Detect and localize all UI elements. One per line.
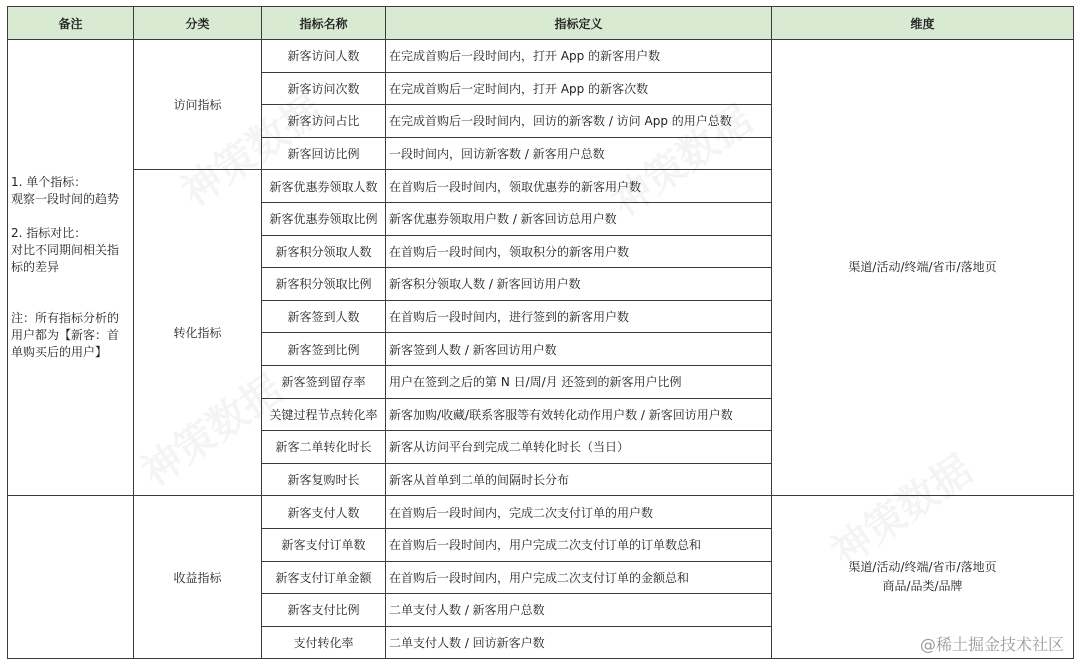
metric-definition: 用户在签到之后的第 N 日/周/月 还签到的新客用户比例 <box>386 365 772 398</box>
metric-name: 新客访问人数 <box>262 40 386 73</box>
metric-definition: 新客签到人数 / 新客回访用户数 <box>386 333 772 366</box>
metric-definition: 在首购后一段时间内，完成二次支付订单的用户数 <box>386 496 772 529</box>
note-line: 用户都为【新客：首 <box>11 328 120 343</box>
dimension-line: 渠道/活动/终端/省市/落地页 <box>848 260 997 275</box>
metric-definition: 新客从首单到二单的间隔时长分布 <box>386 463 772 496</box>
metric-definition: 二单支付人数 / 回访新客户数 <box>386 626 772 659</box>
metric-name: 新客回访比例 <box>262 137 386 170</box>
metric-definition: 新客加购/收藏/联系客服等有效转化动作用户数 / 新客回访用户数 <box>386 398 772 431</box>
notes-cell <box>8 40 134 496</box>
metric-name: 新客优惠券领取人数 <box>262 170 386 203</box>
notes-cell-empty <box>8 496 134 659</box>
metric-definition: 二单支付人数 / 新客用户总数 <box>386 594 772 627</box>
note-line: 2. 指标对比： <box>11 226 87 241</box>
metric-name: 新客二单转化时长 <box>262 431 386 464</box>
metric-name: 新客复购时长 <box>262 463 386 496</box>
note-line: 对比不同期间相关指 <box>11 243 120 258</box>
metric-definition: 在首购后一段时间内，用户完成二次支付订单的订单数总和 <box>386 528 772 561</box>
metric-definition: 新客从访问平台到完成二单转化时长（当日） <box>386 431 772 464</box>
metric-name: 新客支付比例 <box>262 594 386 627</box>
metric-definition: 在完成首购后一定时间内，打开 App 的新客次数 <box>386 72 772 105</box>
dimension-line: 渠道/活动/终端/省市/落地页 <box>848 560 997 575</box>
dimension-line: 商品/品类/品牌 <box>882 579 963 594</box>
header-metric-definition: 指标定义 <box>386 7 772 40</box>
metric-name: 新客签到比例 <box>262 333 386 366</box>
category-cell: 访问指标 <box>134 40 262 170</box>
header-metric-name: 指标名称 <box>262 7 386 40</box>
metric-name: 新客访问占比 <box>262 105 386 138</box>
metric-definition: 在首购后一段时间内，用户完成二次支付订单的金额总和 <box>386 561 772 594</box>
header-row <box>8 7 1074 40</box>
metric-definition: 新客积分领取人数 / 新客回访用户数 <box>386 268 772 301</box>
metric-definition: 在首购后一段时间内，领取优惠券的新客用户数 <box>386 170 772 203</box>
metric-definition: 新客优惠券领取用户数 / 新客回访总用户数 <box>386 202 772 235</box>
category-cell: 转化指标 <box>134 170 262 496</box>
metric-definition: 一段时间内，回访新客数 / 新客用户总数 <box>386 137 772 170</box>
category-cell: 收益指标 <box>134 496 262 659</box>
note-line: 注：所有指标分析的 <box>11 311 120 326</box>
metric-definition: 在首购后一段时间内，进行签到的新客用户数 <box>386 300 772 333</box>
metric-definition: 在完成首购后一段时间内，回访的新客数 / 访问 App 的用户总数 <box>386 105 772 138</box>
metric-name: 新客积分领取比例 <box>262 268 386 301</box>
metric-name: 新客签到人数 <box>262 300 386 333</box>
metric-name: 新客积分领取人数 <box>262 235 386 268</box>
metric-name: 新客签到留存率 <box>262 365 386 398</box>
metric-name: 新客支付人数 <box>262 496 386 529</box>
metric-name: 新客支付订单金额 <box>262 561 386 594</box>
table-row <box>8 496 1074 529</box>
metric-definition: 在完成首购后一段时间内，打开 App 的新客用户数 <box>386 40 772 73</box>
watermark-corner-text: @稀土掘金技术社区 <box>919 635 1064 654</box>
header-dimension: 维度 <box>772 7 1074 40</box>
header-category: 分类 <box>134 7 262 40</box>
note-line: 观察一段时间的趋势 <box>11 192 120 207</box>
note-line: 单购买后的用户】 <box>11 345 108 360</box>
metric-name: 支付转化率 <box>262 626 386 659</box>
metric-name: 新客支付订单数 <box>262 528 386 561</box>
metrics-table <box>7 6 1074 659</box>
metric-name: 新客优惠券领取比例 <box>262 202 386 235</box>
metric-definition: 在首购后一段时间内，领取积分的新客用户数 <box>386 235 772 268</box>
table-row <box>8 40 1074 73</box>
metric-name: 关键过程节点转化率 <box>262 398 386 431</box>
note-line: 1. 单个指标： <box>11 175 87 190</box>
header-note: 备注 <box>8 7 134 40</box>
note-line: 标的差异 <box>11 260 60 275</box>
metric-name: 新客访问次数 <box>262 72 386 105</box>
dimension-cell <box>772 40 1074 496</box>
